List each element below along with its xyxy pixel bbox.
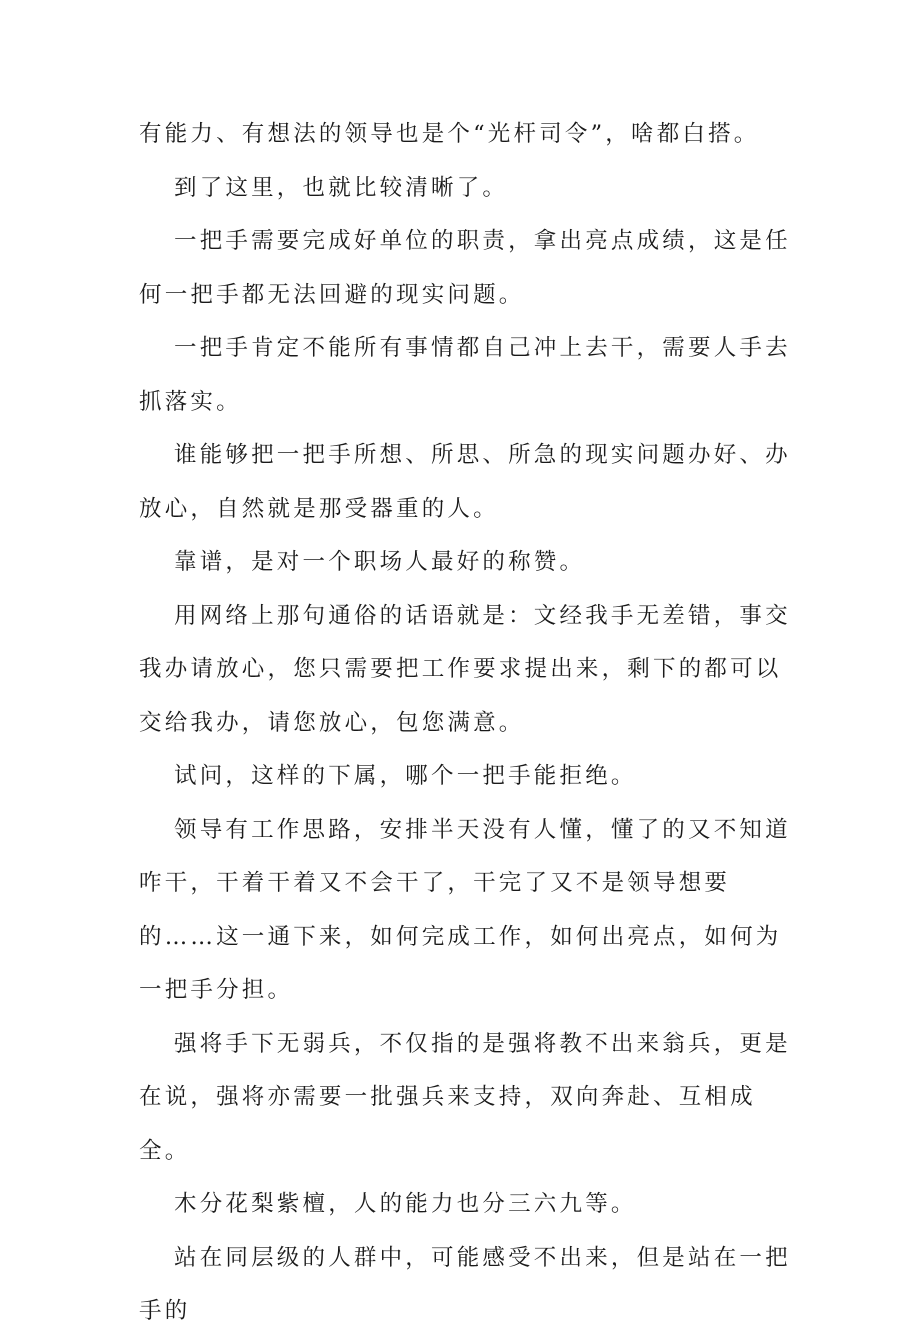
paragraph: 试问，这样的下属，哪个一把手能拒绝。 [174, 763, 637, 789]
paragraph: 到了这里，也就比较清晰了。 [174, 174, 509, 201]
paragraph: 一把手肯定不能所有事情都自己冲上去干，需要人手去抓落实。 [139, 335, 791, 415]
paragraph: 用网络上那句通俗的话语就是：文经我手无差错，事交我办请放心，您只需要把工作要求提出来，剩下的都可以交给我办，请您放心，包您满意。 [139, 602, 791, 736]
paragraph: 木分花梨紫檀，人的能力也分三六九等。 [174, 1191, 637, 1217]
paragraph: 谁能够把一把手所想、所思、所急的现实问题办好、办放心，自然就是那受器重的人。 [139, 442, 791, 522]
paragraph: 站在同层级的人群中，可能感受不出来，但是站在一把手的 [139, 1244, 791, 1324]
paragraph: 一把手需要完成好单位的职责，拿出亮点成绩，这是任何一把手都无法回避的现实问题。 [139, 228, 791, 308]
paragraph: 靠谱，是对一个职场人最好的称赞。 [174, 549, 586, 575]
paragraph: 有能力、有想法的领导也是个“光杆司令”，啥都白搭。 [139, 121, 760, 147]
document-body [139, 108, 799, 1339]
paragraph: 领导有工作思路，安排半天没有人懂，懂了的又不知道咋干，干着干着又不会干了，干完了又不是领导想要的……这一通下来，如何完成工作，如何出亮点，如何为一把手分担。 [139, 816, 791, 1003]
paragraph: 强将手下无弱兵，不仅指的是强将教不出来翁兵，更是在说，强将亦需要一批强兵来支持，双向奔赴、互相成全。 [139, 1030, 791, 1164]
